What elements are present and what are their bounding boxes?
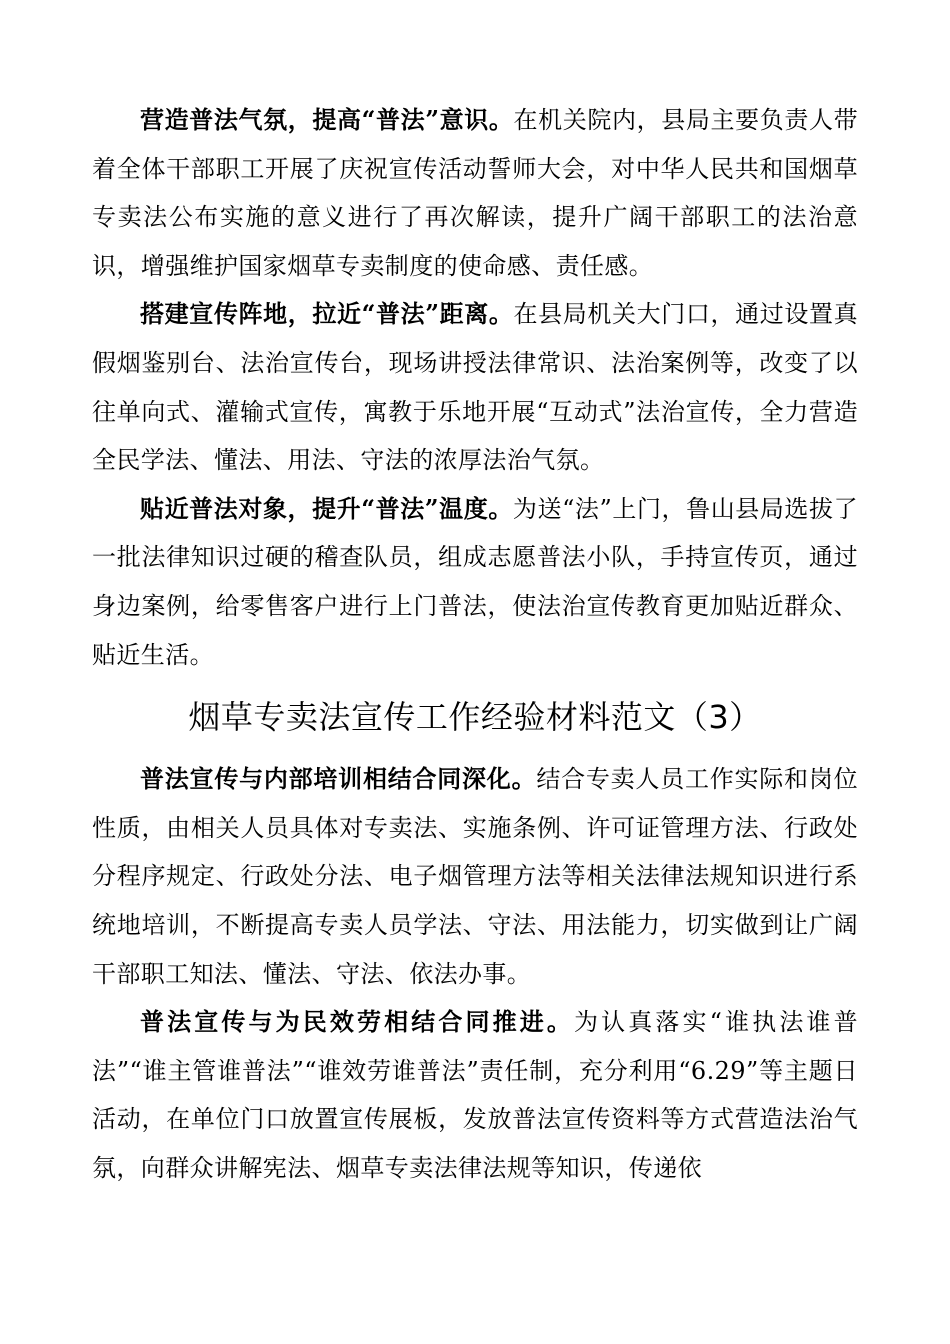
paragraph-lead: 贴近普法对象，提升“普法”温度。: [140, 493, 513, 523]
paragraph-body: 为认真落实“谁执法谁普法”“谁主管谁普法”“谁效劳谁普法”责任制，充分利用“6.29”等主题日活动，在单位门口放置宣传展板，发放普法宣传资料等方式营造法治气氛，向群众讲解宪法、烟草专卖法律法规等知识，传递依: [92, 1008, 858, 1182]
paragraph-lead: 搭建宣传阵地，拉近“普法”距离。: [140, 299, 514, 329]
paragraph-position: [92, 290, 858, 484]
paragraph-body: 为送“法”上门，鲁山县局选拔了一批法律知识过硬的稽查队员，组成志愿普法小队，手持宣传页，通过身边案例，给零售客户进行上门普法，使法治宣传教育更加贴近群众、贴近生活。: [92, 494, 858, 669]
paragraph-body: 在机关院内，县局主要负责人带着全体干部职工开展了庆祝宣传活动誓师大会，对中华人民共和国烟草专卖法公布实施的意义进行了再次解读，提升广阔干部职工的法治意识，增强维护国家烟草专卖制度的使命感、责任感。: [92, 106, 858, 280]
paragraph-service: [92, 998, 858, 1192]
paragraph-target: [92, 485, 858, 679]
paragraph-lead: 普法宣传与为民效劳相结合同推进。: [140, 1007, 575, 1037]
paragraph-training: [92, 755, 858, 998]
paragraph-lead: 普法宣传与内部培训相结合同深化。: [140, 764, 537, 794]
paragraph-body: 在县局机关大门口，通过设置真假烟鉴别台、法治宣传台，现场讲授法律常识、法治案例等，改变了以往单向式、灌输式宣传，寓教于乐地开展“互动式”法治宣传，全力营造全民学法、懂法、用法、守法的浓厚法治气氛。: [92, 300, 858, 475]
paragraph-atmosphere: [92, 96, 858, 290]
paragraph-body: 结合专卖人员工作实际和岗位性质，由相关人员具体对专卖法、实施条例、许可证管理方法、行政处分程序规定、行政处分法、电子烟管理方法等相关法律法规知识进行系统地培训，不断提高专卖人员学法、守法、用法能力，切实做到让广阔干部职工知法、懂法、守法、依法办事。: [92, 765, 858, 988]
document-page: [92, 96, 858, 1192]
section-title: 烟草专卖法宣传工作经验材料范文（3）: [188, 698, 762, 737]
paragraph-lead: 营造普法气氛，提高“普法”意识。: [140, 105, 514, 134]
